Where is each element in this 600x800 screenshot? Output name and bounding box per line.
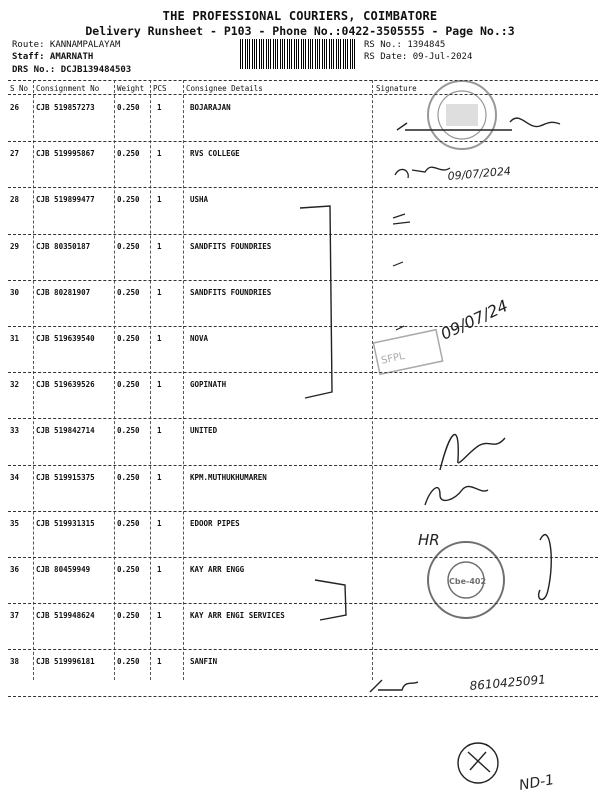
cell-pcs: 1: [157, 334, 162, 343]
cell-consignment-no: CJB 519995867: [36, 149, 95, 159]
svg-text:Cbe-402: Cbe-402: [449, 577, 487, 586]
signature-38: [370, 680, 418, 692]
cell-consignee: SANDFITS FOUNDRIES: [190, 287, 272, 297]
cell-sno: 32: [10, 380, 20, 390]
cell-sno: 28: [10, 195, 20, 205]
cell-weight: 0.250: [117, 241, 140, 251]
cell-consignment-no: CJB 519639526: [36, 380, 95, 390]
nd-mark: ND-1: [517, 772, 556, 794]
cell-consignment-no: CJB 519931315: [36, 518, 95, 528]
signature-33: [440, 435, 505, 470]
cell-pcs: 1: [157, 472, 162, 482]
cell-consignment-no: CJB 80350187: [36, 241, 91, 251]
tick-31: [396, 326, 404, 330]
cell-pcs: 1: [157, 195, 162, 205]
cell-sno: 27: [10, 149, 20, 159]
cell-sno: 38: [10, 657, 20, 667]
cell-pcs: 1: [157, 241, 162, 251]
cell-consignment-no: CJB 519948624: [36, 611, 95, 621]
cell-consignment-no: CJB 519639540: [36, 334, 95, 343]
cell-consignee: UNITED: [190, 426, 218, 436]
cell-pcs: 1: [157, 565, 162, 574]
cell-sno: 29: [10, 241, 20, 251]
drs-label: DRS No.: DCJB139484503: [12, 65, 132, 75]
initials-hr: HR: [418, 531, 440, 549]
bracket-mark: [315, 580, 346, 620]
cell-consignee: EDOOR PIPES: [190, 518, 240, 528]
cell-pcs: 1: [157, 287, 162, 297]
cell-consignment-no: CJB 519842714: [36, 426, 95, 436]
svg-text:SFPL: SFPL: [380, 350, 406, 367]
cell-pcs: 1: [157, 426, 162, 436]
col-consignment: Consignment No: [36, 84, 100, 93]
route-label: Route: KANNAMPALAYAM: [12, 40, 121, 50]
stamp-36: [428, 542, 504, 618]
cell-pcs: 1: [157, 380, 162, 390]
signature-26: [397, 118, 560, 130]
cell-sno: 34: [10, 472, 20, 482]
date-30: 09/07/24: [437, 296, 511, 344]
circled-mark: [458, 743, 498, 783]
stamp-31: [373, 330, 442, 375]
cell-sno: 35: [10, 518, 20, 528]
cell-sno: 33: [10, 426, 20, 436]
cell-pcs: 1: [157, 103, 162, 112]
col-consignee: Consignee Details: [186, 84, 263, 93]
cell-weight: 0.250: [117, 334, 140, 343]
cell-consignee: USHA: [190, 195, 209, 205]
cell-consignment-no: CJB 80459949: [36, 565, 91, 574]
cell-consignee: BOJARAJAN: [190, 103, 231, 112]
cell-weight: 0.250: [117, 380, 140, 390]
cell-consignee: SANFIN: [190, 657, 218, 667]
cell-sno: 31: [10, 334, 20, 343]
cell-consignee: SANDFITS FOUNDRIES: [190, 241, 272, 251]
cell-weight: 0.250: [117, 611, 140, 621]
cell-consignment-no: CJB 80281907: [36, 287, 91, 297]
col-signature: Signature: [376, 84, 417, 93]
cell-consignee: KAY ARR ENGG: [190, 565, 245, 574]
cell-weight: 0.250: [117, 472, 140, 482]
rs-date: RS Date: 09-Jul-2024: [364, 52, 473, 62]
cell-sno: 37: [10, 611, 20, 621]
cell-consignee: KPM.MUTHUKHUMAREN: [190, 472, 267, 482]
signature-34: [425, 486, 488, 505]
signature-27: [395, 167, 450, 178]
phone-38: 8610425091: [469, 672, 547, 693]
cell-pcs: 1: [157, 518, 162, 528]
company-title: THE PROFESSIONAL COURIERS, COIMBATORE: [162, 9, 438, 23]
cell-consignment-no: CJB 519915375: [36, 472, 95, 482]
tick-28: [393, 214, 410, 224]
cell-weight: 0.250: [117, 287, 140, 297]
col-pcs: PCS: [153, 84, 167, 93]
stamp-26: [428, 81, 496, 149]
cell-consignment-no: CJB 519996181: [36, 657, 95, 667]
col-weight: Weight: [117, 84, 145, 93]
cell-weight: 0.250: [117, 426, 140, 436]
col-sno: S No: [10, 84, 29, 93]
cell-weight: 0.250: [117, 565, 140, 574]
cell-consignee: NOVA: [190, 334, 209, 343]
cell-consignee: KAY ARR ENGI SERVICES: [190, 611, 285, 621]
cell-pcs: 1: [157, 149, 162, 159]
signature-35: [539, 535, 552, 600]
staff-label: Staff: AMARNATH: [12, 52, 94, 62]
cell-consignee: RVS COLLEGE: [190, 149, 240, 159]
cell-sno: 26: [10, 103, 20, 112]
bracket-mark: [300, 206, 332, 398]
cell-consignment-no: CJB 519857273: [36, 103, 95, 112]
cell-weight: 0.250: [117, 518, 140, 528]
cell-weight: 0.250: [117, 149, 140, 159]
cell-consignment-no: CJB 519899477: [36, 195, 95, 205]
cell-weight: 0.250: [117, 195, 140, 205]
cell-sno: 30: [10, 287, 20, 297]
date-27: 09/07/2024: [447, 164, 512, 183]
rs-number: RS No.: 1394845: [364, 40, 446, 50]
cell-weight: 0.250: [117, 657, 140, 667]
cell-weight: 0.250: [117, 103, 140, 112]
cell-sno: 36: [10, 565, 20, 574]
cell-pcs: 1: [157, 657, 162, 667]
tick-29: [393, 262, 403, 266]
cell-consignee: GOPINATH: [190, 380, 227, 390]
runsheet-subtitle: Delivery Runsheet - P103 - Phone No.:0422-3505555 - Page No.:3: [85, 24, 515, 38]
cell-pcs: 1: [157, 611, 162, 621]
